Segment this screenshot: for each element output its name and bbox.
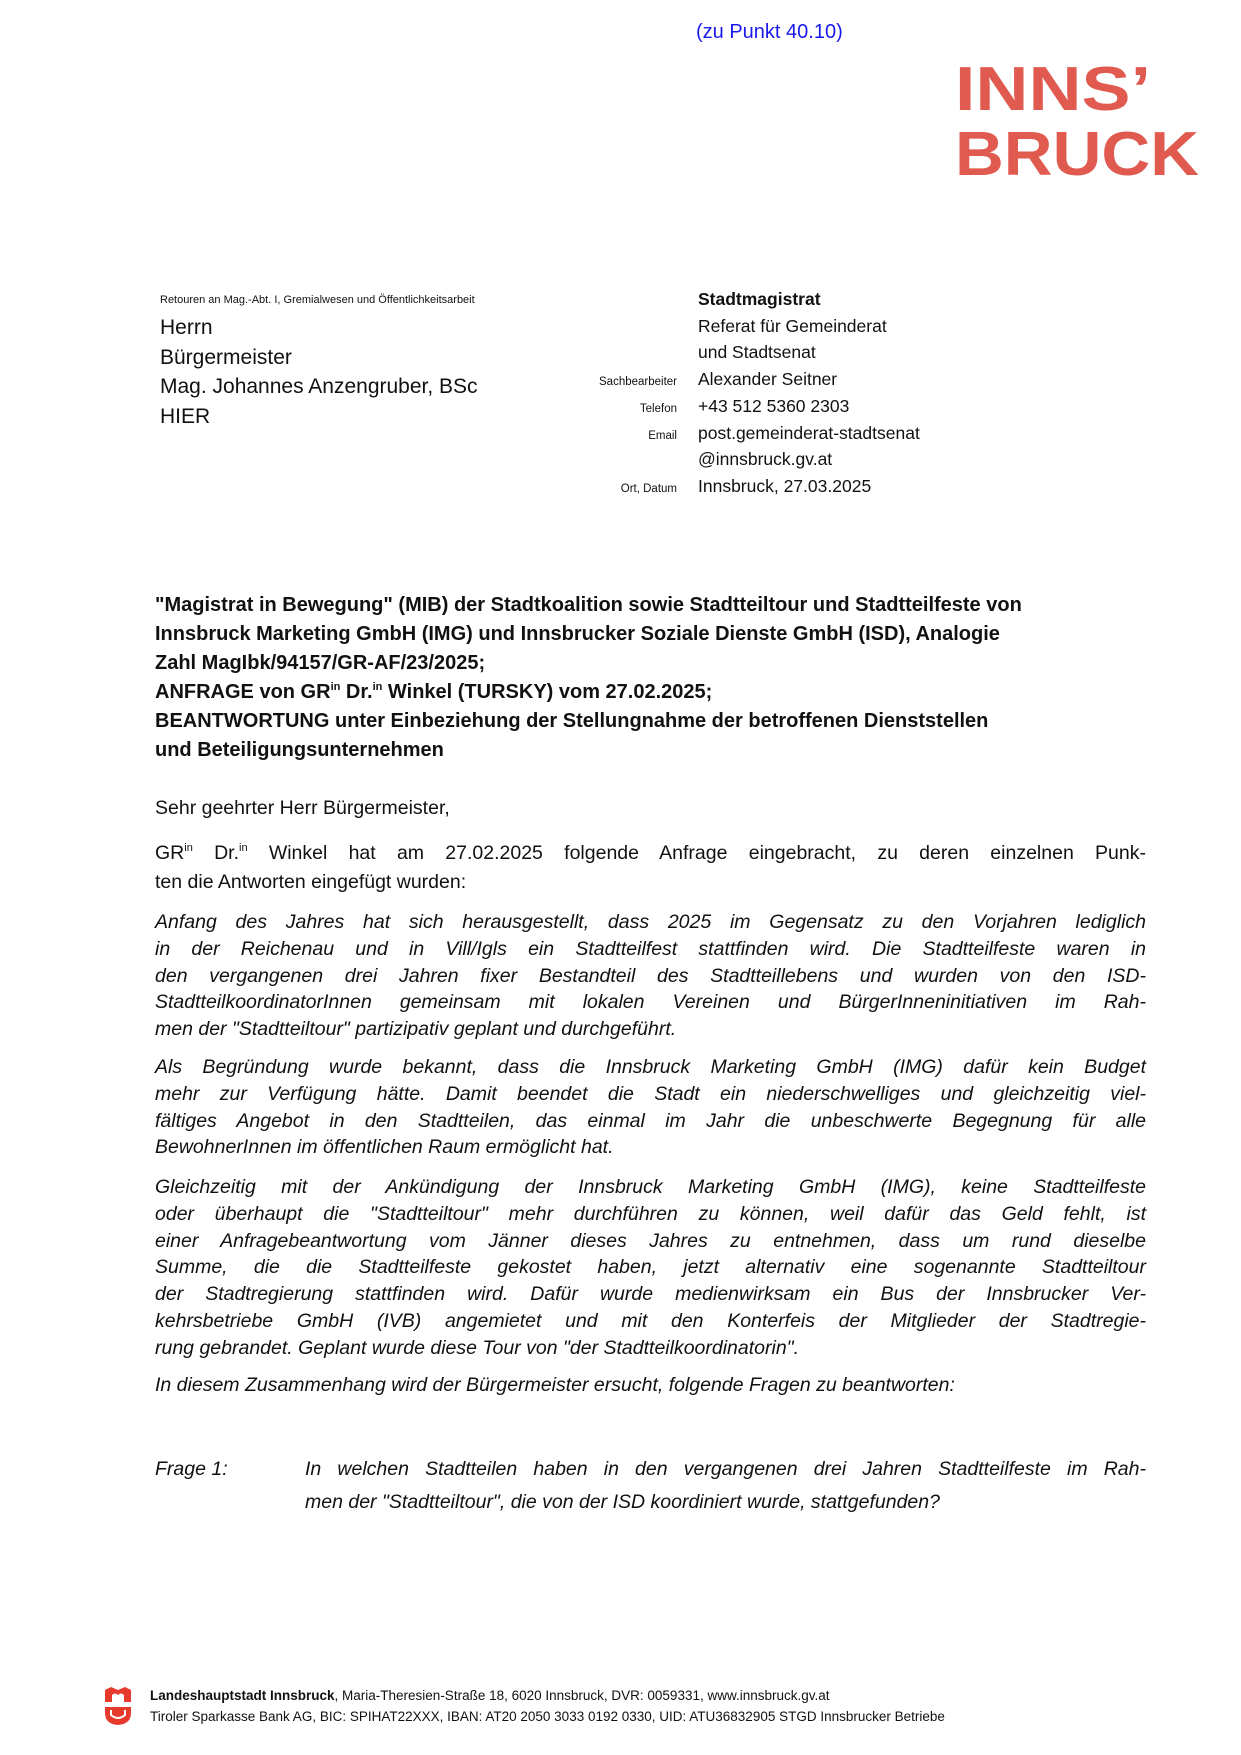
superscript: in: [184, 842, 193, 854]
subject-heading: [155, 591, 1150, 765]
text-line: in der Reichenau und in Vill/Igls ein Stadtteilfest stattfinden wird. Die Stadtteilfeste waren in: [155, 937, 1146, 960]
innsbruck-coat-of-arms-icon: [104, 1686, 132, 1726]
text-line: einer Anfragebeantwortung vom Jänner dieses Jahres zu entnehmen, dass um rund dieselbe: [155, 1229, 1146, 1252]
subject-line: Innsbruck Marketing GmbH (IMG) und Innsbrucker Soziale Dienste GmbH (ISD), Analogie: [155, 623, 1000, 645]
text-line: Gleichzeitig mit der Ankündigung der Innsbruck Marketing GmbH (IMG), keine Stadtteilfeste: [155, 1176, 1146, 1198]
date-value: Innsbruck, 27.03.2025: [698, 476, 872, 496]
text-line: Summe, die die Stadtteilfeste gekostet haben, jetzt alternativ eine sogenannte Stadtteiltour: [155, 1256, 1146, 1279]
clerk-name: Alexander Seitner: [698, 369, 838, 389]
clerk-label: Sachbearbeiter: [599, 376, 677, 388]
innsbruck-logo: [955, 58, 1203, 178]
footer: [150, 1685, 945, 1727]
quoted-paragraph-2: [155, 1054, 1146, 1161]
svg-text:BRUCK: BRUCK: [955, 120, 1200, 178]
subject-line: und Beteiligungsunternehmen: [155, 739, 444, 761]
footer-line-1: [150, 1685, 945, 1706]
phone-label: Telefon: [639, 403, 677, 415]
text: Winkel hat am 27.02.2025 folgende Anfrage eingebracht, zu deren einzelnen Punk-: [247, 842, 1146, 864]
subject-line: "Magistrat in Bewegung" (MIB) der Stadtkoalition sowie Stadtteiltour und Stadtteilfeste von: [155, 594, 1022, 616]
footer-org: Landeshauptstadt Innsbruck: [150, 1688, 335, 1703]
recipient-line: Herrn: [160, 316, 213, 339]
email-value[interactable]: post.gemeinderat-stadtsenat: [698, 423, 920, 443]
date-label: Ort, Datum: [620, 483, 677, 495]
svg-text:INNS’: INNS’: [955, 58, 1151, 124]
text-line: oder überhaupt die "Stadtteiltour" mehr durchführen zu können, weil dafür das Geld fehlt, ist: [155, 1202, 1146, 1225]
text-line: rung gebrandet. Geplant wurde diese Tour von "der Stadtteilkoordinatorin".: [155, 1336, 800, 1359]
text-line: BewohnerInnen im öffentlichen Raum ermöglicht hat.: [155, 1136, 614, 1159]
text: ANFRAGE von GR: [155, 681, 331, 703]
text-line: men der "Stadtteiltour" partizipativ geplant und durchgeführt.: [155, 1018, 677, 1041]
text-line: den vergangenen drei Jahren fixer Bestandteil des Stadtteillebens und wurden von den ISD-: [155, 964, 1146, 987]
subject-line: Zahl MagIbk/94157/GR-AF/23/2025;: [155, 652, 486, 674]
text: Dr.: [192, 842, 239, 864]
recipient-line: HIER: [160, 404, 211, 428]
phone-value: +43 512 5360 2303: [698, 396, 850, 416]
text-line: In diesem Zusammenhang wird der Bürgermeister ersucht, folgende Fragen zu beantworten:: [155, 1374, 955, 1396]
question-label: Frage 1:: [155, 1458, 228, 1480]
email-label: Email: [648, 430, 677, 442]
footer-line-2: Tiroler Sparkasse Bank AG, BIC: SPIHAT22XXX, IBAN: AT20 2050 3033 0192 0330, UID: ATU36832905 STGD Innsbrucker Betriebe: [150, 1709, 945, 1724]
text-line: fältiges Angebot in den Stadtteilen, das einmal im Jahr die unbeschwerte Begegnung für alle: [155, 1109, 1146, 1132]
sender-dept: und Stadtsenat: [698, 342, 816, 362]
text-line: Als Begründung wurde bekannt, dass die Innsbruck Marketing GmbH (IMG) dafür kein Budget: [155, 1056, 1146, 1078]
sender-dept: Referat für Gemeinderat: [698, 316, 887, 336]
text-line: Anfang des Jahres hat sich herausgestellt, dass 2025 im Gegensatz zu den Vorjahren lediglich: [155, 911, 1146, 933]
recipient-line: Bürgermeister: [160, 345, 292, 369]
recipient-address: [160, 313, 478, 431]
superscript: in: [330, 681, 341, 693]
text: ten die Antworten eingefügt wurden:: [155, 871, 467, 893]
email-value[interactable]: @innsbruck.gv.at: [698, 449, 833, 469]
text: Dr.: [340, 681, 373, 703]
sender-org: Stadtmagistrat: [698, 289, 821, 309]
recipient-line: Mag. Johannes Anzengruber, BSc: [160, 375, 478, 398]
quoted-paragraph-3: [155, 1174, 1146, 1362]
text-line: StadtteilkoordinatorInnen gemeinsam mit lokalen Vereinen und BürgerInneninitiativen im Rah-: [155, 991, 1146, 1014]
text-line: der Stadtregierung stattfinden wird. Dafür wurde medienwirksam ein Bus der Innsbrucker Ver-: [155, 1283, 1146, 1306]
question-text: [305, 1453, 1146, 1519]
salutation: Sehr geehrter Herr Bürgermeister,: [155, 797, 450, 819]
footer-address: , Maria-Theresien-Straße 18, 6020 Innsbruck, DVR: 0059331, www.innsbruck.gv.at: [334, 1688, 830, 1703]
superscript: in: [239, 842, 248, 854]
subject-anfrage: [155, 678, 1150, 707]
text-line: mehr zur Verfügung hätte. Damit beendet die Stadt ein niederschwelliges und gleichzeitig viel-: [155, 1082, 1146, 1105]
text: GR: [155, 842, 185, 864]
subject-line: BEANTWORTUNG unter Einbeziehung der Stellungnahme der betroffenen Dienststellen: [155, 710, 989, 732]
text-line: kehrsbetriebe GmbH (IVB) angemietet und mit den Konterfeis der Mitglieder der Stadtregie-: [155, 1309, 1146, 1332]
text: Winkel (TURSKY) vom 27.02.2025;: [382, 681, 713, 703]
intro-paragraph: [155, 839, 1146, 897]
text-line: In welchen Stadtteilen haben in den vergangenen drei Jahren Stadtteilfeste im Rah-: [305, 1458, 1146, 1480]
superscript: in: [372, 681, 383, 693]
agenda-reference: (zu Punkt 40.10): [696, 21, 843, 43]
quoted-paragraph-1: [155, 909, 1146, 1043]
text-line: men der "Stadtteiltour", die von der ISD koordiniert wurde, stattgefunden?: [305, 1491, 940, 1513]
quoted-paragraph-4: [155, 1372, 1146, 1399]
return-address-note: Retouren an Mag.-Abt. I, Gremialwesen und Öffentlichkeitsarbeit: [160, 294, 475, 306]
